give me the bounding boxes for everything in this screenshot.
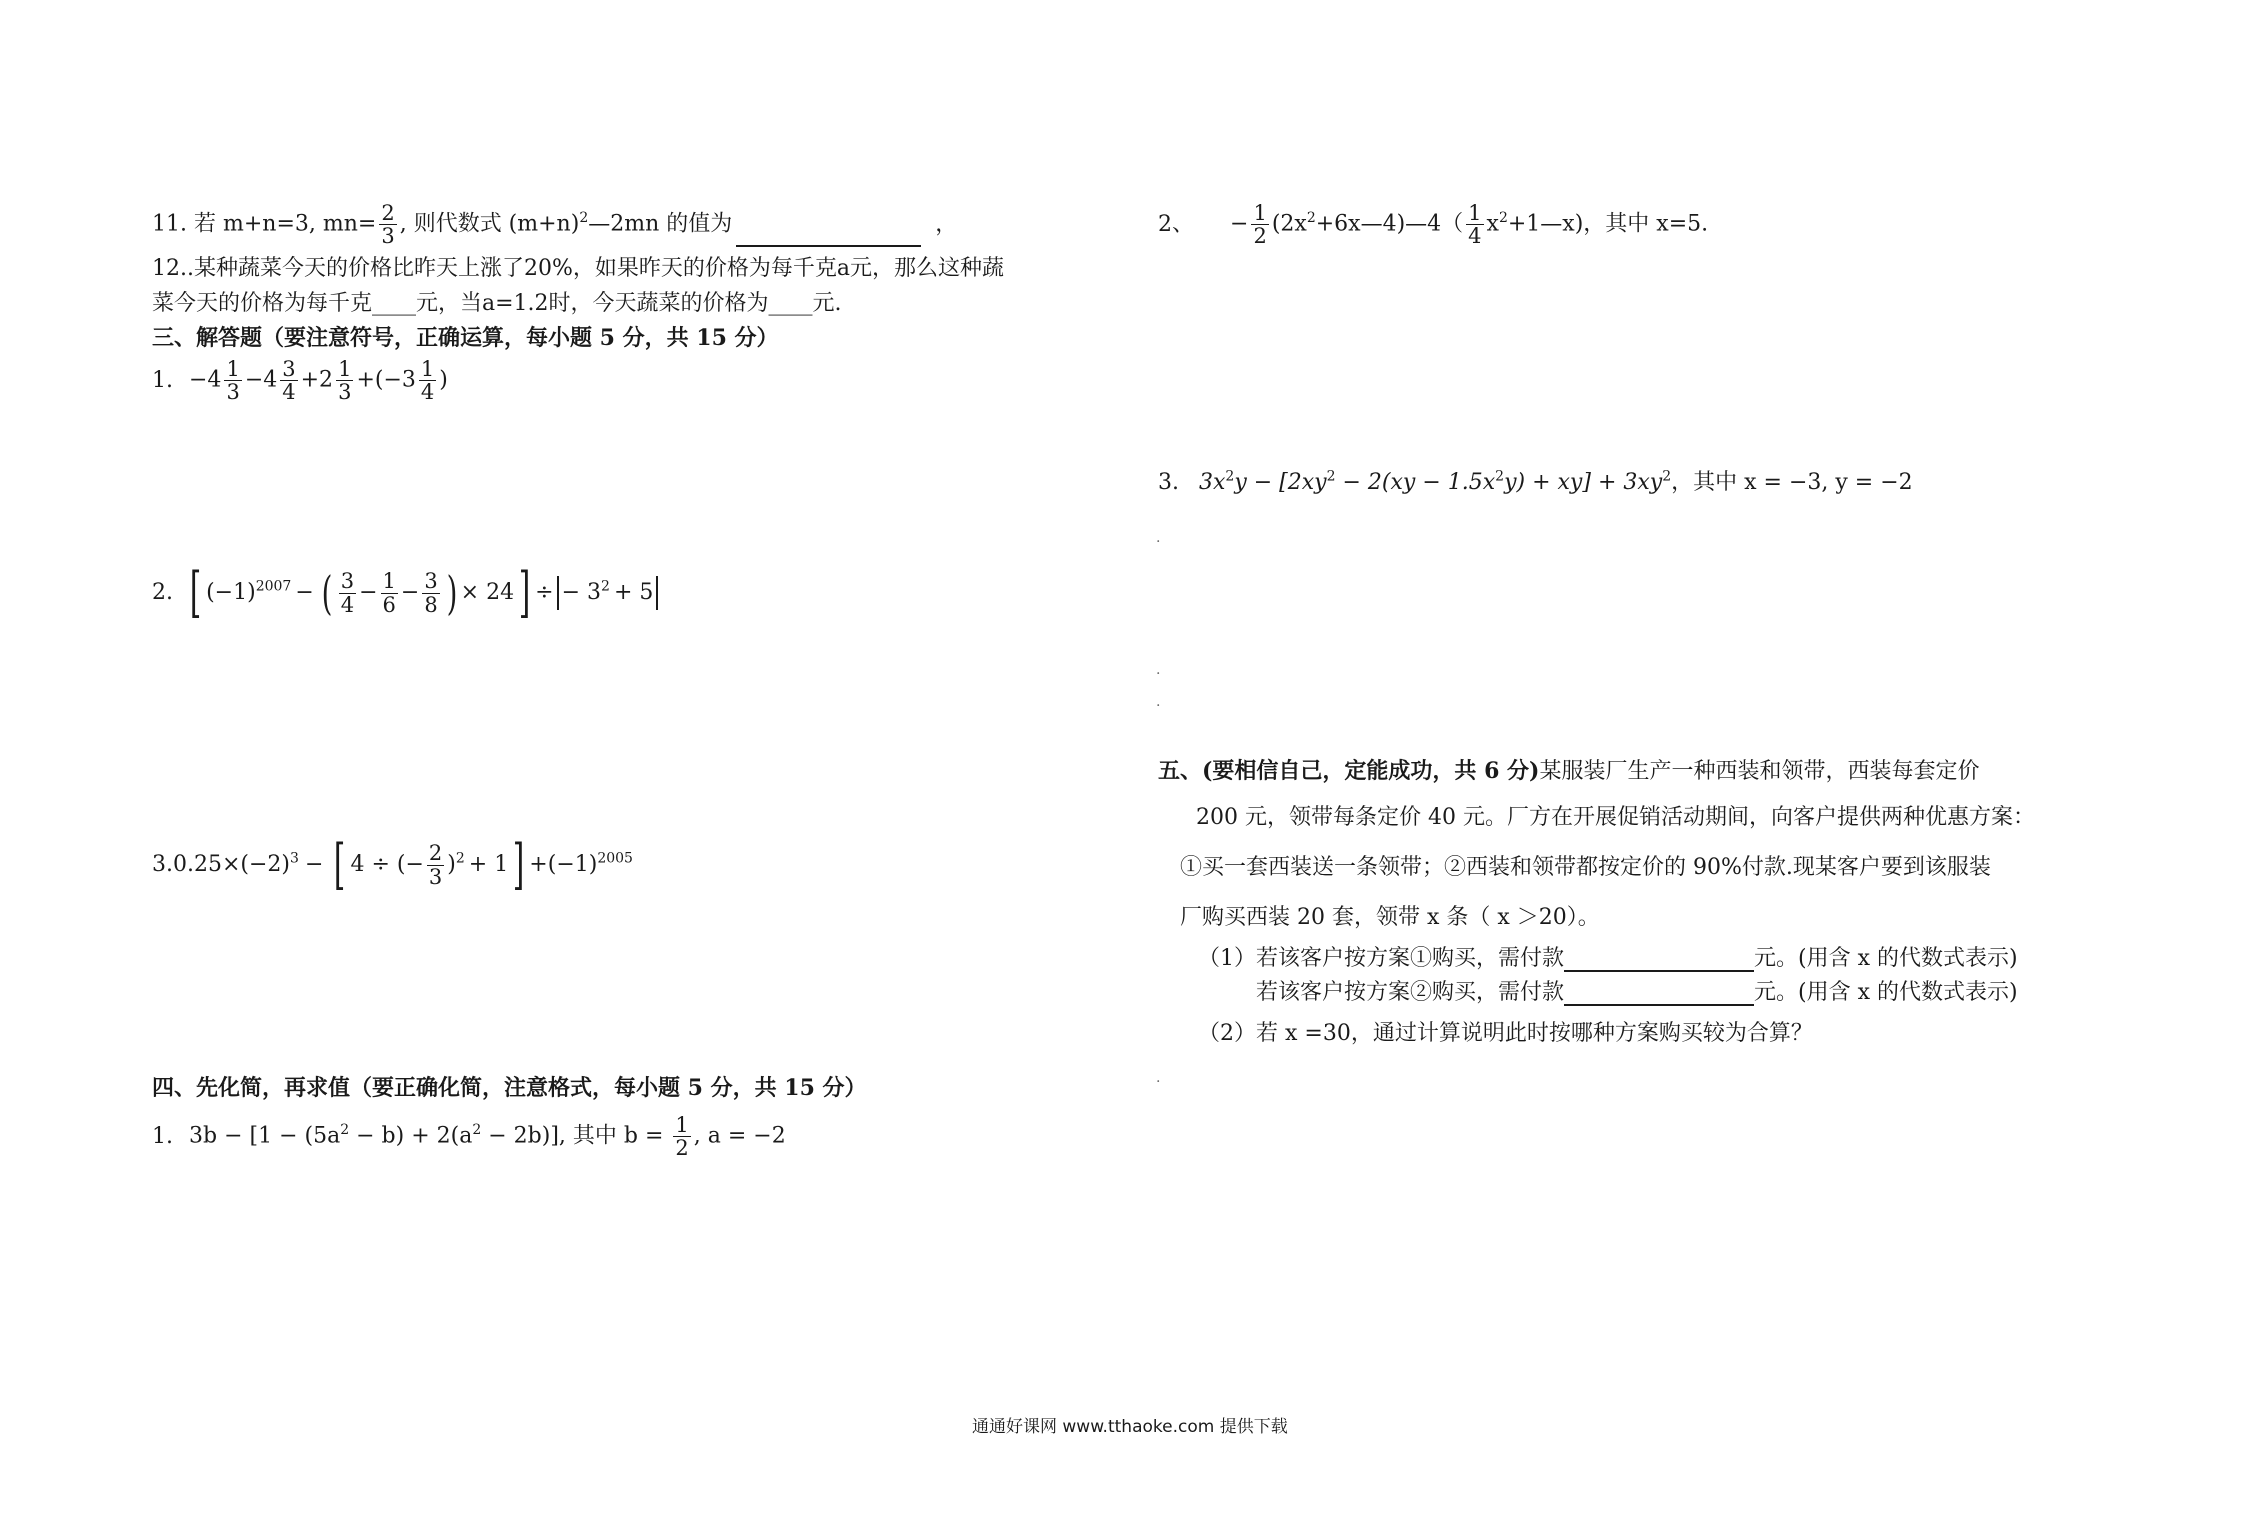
plan-1-answer-blank[interactable] [1564, 946, 1754, 972]
section-5-line3: ①买一套西装送一条领带；②西装和领带都按定价的 90%付款.现某客户要到该服装 [1180, 855, 1991, 880]
question-11: 11. 若 m+n=3, mn= $\frac{2}{3}$ , 则代数式 $(m+n)^2—2mn$ 的值为 ， [152, 201, 958, 249]
q11-prefix: 11. 若 m+n=3, mn= [152, 211, 377, 237]
question-12-line2: 菜今天的价格为每千克____元，当a=1.2时，今天蔬菜的价格为____元. [152, 291, 842, 316]
question-12-line1: 12..某种蔬菜今天的价格比昨天上涨了20%，如果昨天的价格为每千克a元，那么这种蔬 [152, 256, 1004, 281]
section-5-line1: 五、(要相信自己，定能成功，共 6 分)某服装厂生产一种西装和领带，西装每套定价 [1158, 758, 1980, 784]
s4-question-1: 1. $3b - [1 - (5a^2 - b) + 2(a^2 - 2b)]$, 其中 b = $\frac{1}{2}$ , a = −2 [152, 1113, 786, 1161]
plan-2-answer-blank[interactable] [1564, 980, 1754, 1006]
section-5-line4: 厂购买西装 20 套，领带 x 条（ x ＞20）。 [1180, 905, 1600, 930]
section-5-title: 五、(要相信自己，定能成功，共 6 分) [1158, 758, 1540, 784]
scan-dot: . [1156, 1070, 1161, 1086]
footer-credit: 通通好课网 www.tthaoke.com 提供下载 [972, 1417, 1288, 1437]
scan-dot: . [1156, 694, 1161, 710]
section-5-sub2: （2）若 x =30，通过计算说明此时按哪种方案购买较为合算？ [1198, 1021, 1813, 1046]
scan-dot: . [1156, 662, 1161, 678]
q11-answer-blank[interactable] [736, 245, 921, 247]
section-5-sub1b: 若该客户按方案②购买，需付款 元。(用含 x 的代数式表示) [1256, 980, 2018, 1005]
section-4-title: 四、先化简，再求值（要正确化简，注意格式，每小题 5 分，共 15 分） [152, 1075, 867, 1101]
section-5-sub1a: （1）若该客户按方案①购买，需付款 元。(用含 x 的代数式表示) [1198, 946, 2018, 971]
q11-fraction: $\frac{2}{3}$ [381, 201, 395, 249]
s3-question-1: 1. −4 $\frac{1}{3}$ −4 $\frac{3}{4}$ +2 $\frac{1}{3}$ +(−3 $\frac{1}{4}$ ) [152, 357, 448, 405]
scan-dot: . [1156, 530, 1161, 546]
s4-question-2: 2、 − $\frac{1}{2}$ $(2x^2+6x—4)—4$（ $\frac{1}{4}$ $x^2+1—x$)，其中 x=5. [1158, 201, 1709, 249]
section-3-title: 三、解答题（要注意符号，正确运算，每小题 5 分，共 15 分） [152, 325, 779, 351]
s3-question-3: $3.0.25\times(-2)^3$ − [ 4 ÷ (− $\frac{2}{3}$ )$^2 + 1] +(-1)^{2005}$ [152, 833, 633, 896]
section-5-line2: 200 元，领带每条定价 40 元。厂方在开展促销活动期间，向客户提供两种优惠方案： [1196, 805, 2035, 830]
q11-suffix: , 则代数式 (m+n) [399, 211, 580, 237]
s4-question-3: 3. $3x^2y - [2xy^2 - 2(xy - 1.5x^2y) + xy] + 3xy^2$，其中 x = −3, y = −2 [1158, 468, 1913, 495]
s3-question-2: 2. [ $(-1)^{2007}$ − ( $\frac{3}{4}$ − $\frac{1}{6}$ − $\frac{3}{8}$ ) × 24] ÷ − $3^2 + 5$ [152, 566, 661, 620]
